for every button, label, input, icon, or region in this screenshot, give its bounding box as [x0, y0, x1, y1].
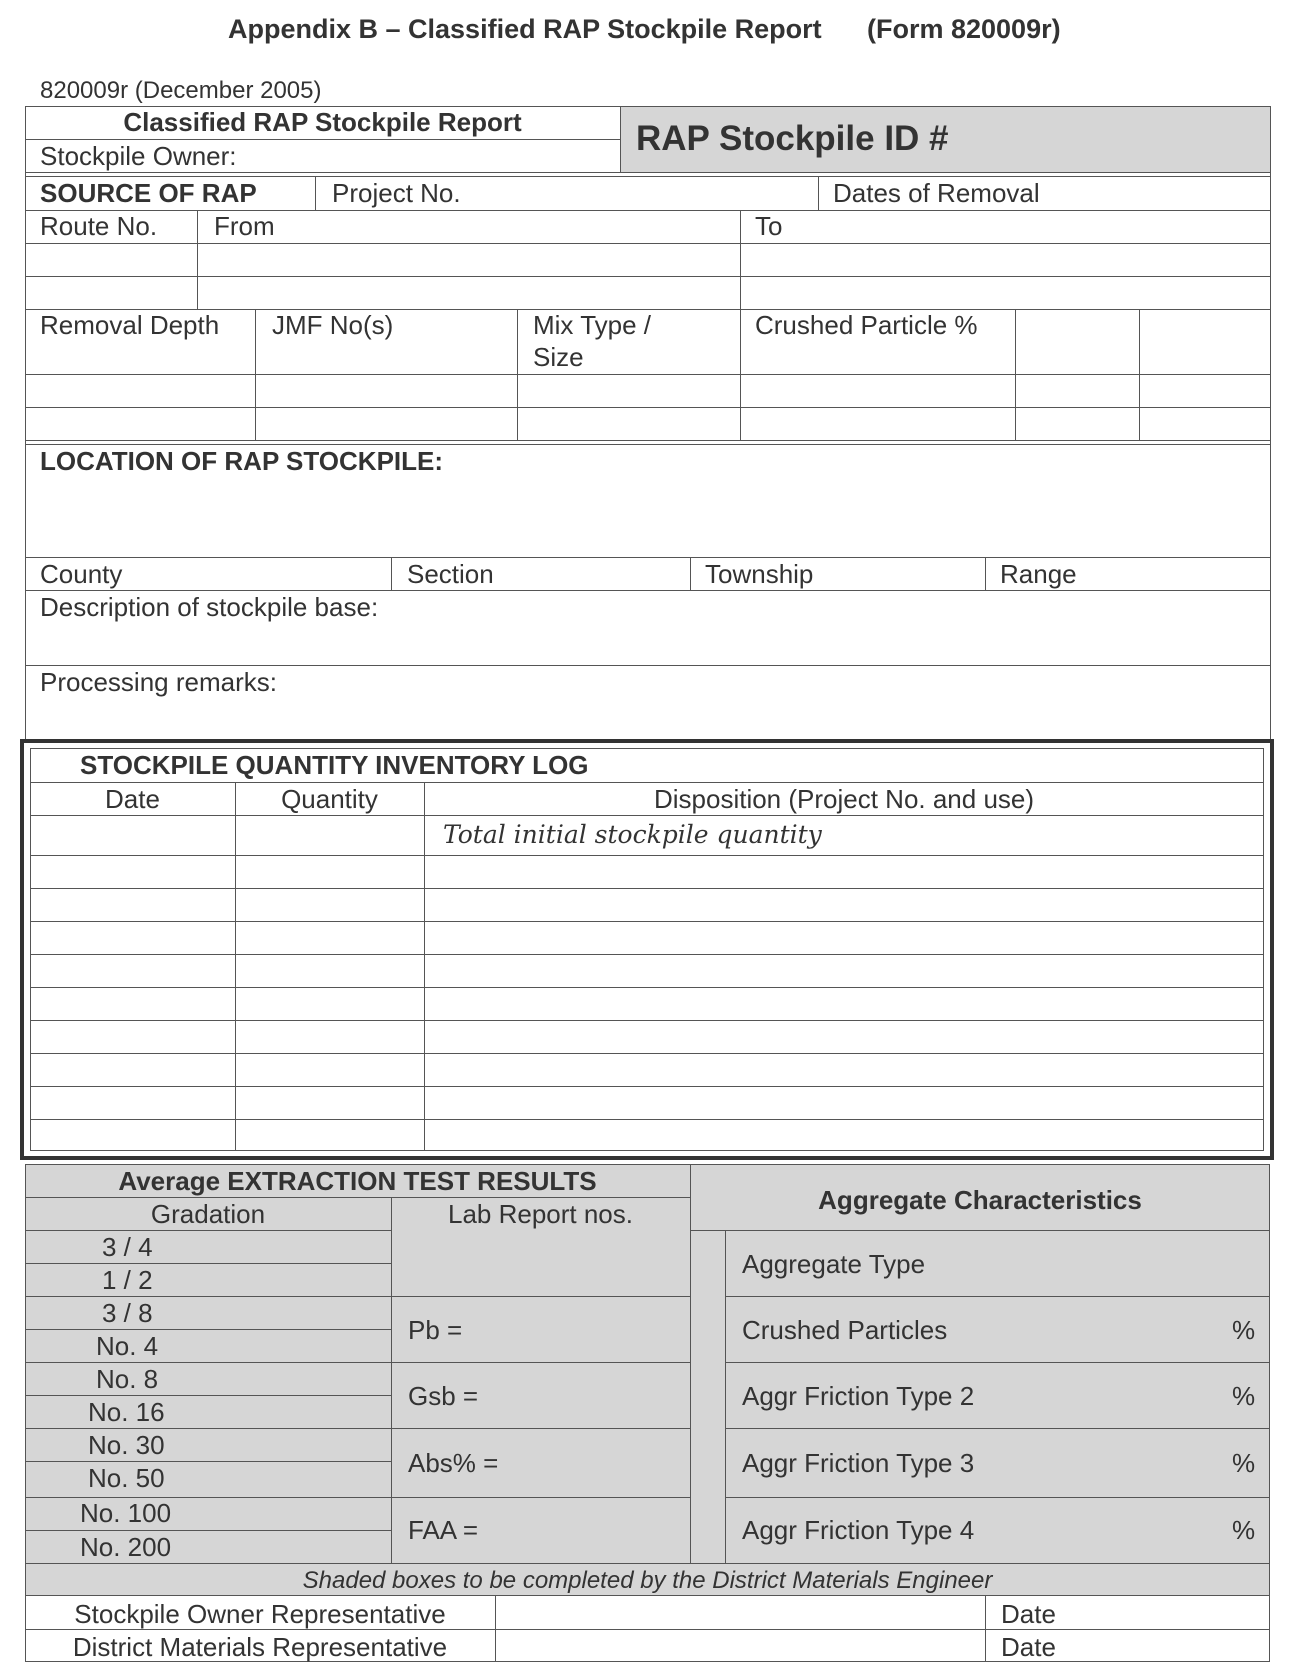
- from-label: From: [214, 211, 275, 241]
- form-revision: 820009r (December 2005): [40, 77, 322, 104]
- stockpile-base-label: Description of stockpile base:: [40, 592, 379, 622]
- district-rep-label: District Materials Representative: [72, 1632, 448, 1662]
- location-heading: LOCATION OF RAP STOCKPILE:: [40, 446, 444, 476]
- friction-type-2-unit: %: [1232, 1381, 1256, 1411]
- sieve-no-50: No. 50: [88, 1463, 165, 1493]
- mix-size-label: Size: [533, 342, 584, 372]
- mix-type-label: Mix Type /: [533, 310, 652, 340]
- removal-depth-label: Removal Depth: [40, 310, 220, 340]
- source-of-rap-heading: SOURCE OF RAP: [40, 178, 257, 208]
- owner-rep-date-label: Date: [1001, 1599, 1056, 1629]
- form-number: (Form 820009r): [867, 14, 1061, 44]
- aggregate-type-label: Aggregate Type: [742, 1249, 926, 1279]
- sieve-3-4: 3 / 4: [102, 1232, 153, 1262]
- district-rep-date-label: Date: [1001, 1632, 1056, 1662]
- sieve-1-2: 1 / 2: [102, 1265, 153, 1295]
- lab-report-label: Lab Report nos.: [447, 1199, 633, 1229]
- friction-type-2-label: Aggr Friction Type 2: [742, 1381, 975, 1411]
- crushed-particle-label: Crushed Particle %: [755, 310, 978, 340]
- route-no-label: Route No.: [40, 211, 158, 241]
- sieve-no-100: No. 100: [80, 1498, 172, 1528]
- sieve-no-16: No. 16: [88, 1397, 165, 1427]
- sieve-no-8: No. 8: [96, 1364, 159, 1394]
- sieve-no-30: No. 30: [88, 1430, 165, 1460]
- range-label: Range: [1000, 559, 1077, 589]
- owner-rep-label: Stockpile Owner Representative: [74, 1599, 446, 1629]
- aggregate-title: Aggregate Characteristics: [818, 1185, 1142, 1215]
- processing-remarks-label: Processing remarks:: [40, 667, 277, 697]
- section-label: Section: [407, 559, 494, 589]
- inventory-first-entry: Total initial stockpile quantity: [443, 820, 822, 849]
- friction-type-4-unit: %: [1232, 1515, 1256, 1545]
- inventory-log-title: STOCKPILE QUANTITY INVENTORY LOG: [80, 750, 589, 780]
- to-label: To: [755, 211, 783, 241]
- gsb-label: Gsb =: [408, 1381, 479, 1411]
- sieve-no-200: No. 200: [80, 1532, 172, 1562]
- stockpile-owner-label: Stockpile Owner:: [40, 141, 237, 171]
- friction-type-3-label: Aggr Friction Type 3: [742, 1448, 975, 1478]
- faa-label: FAA =: [408, 1515, 479, 1545]
- inventory-col-date: Date: [105, 784, 160, 814]
- inventory-col-disposition: Disposition (Project No. and use): [653, 784, 1035, 814]
- project-no-label: Project No.: [332, 178, 461, 208]
- sieve-no-4: No. 4: [96, 1331, 159, 1361]
- friction-type-3-unit: %: [1232, 1448, 1256, 1478]
- report-title: Classified RAP Stockpile Report: [123, 107, 522, 137]
- crushed-particles-unit: %: [1232, 1315, 1256, 1345]
- appendix-title: Appendix B – Classified RAP Stockpile Report: [228, 14, 822, 44]
- gradation-label: Gradation: [150, 1199, 266, 1229]
- sieve-3-8: 3 / 8: [102, 1298, 153, 1328]
- crushed-particles-label: Crushed Particles: [742, 1315, 948, 1345]
- pb-label: Pb =: [408, 1315, 463, 1345]
- county-label: County: [40, 559, 123, 589]
- dates-of-removal-label: Dates of Removal: [833, 178, 1040, 208]
- stockpile-id-label: RAP Stockpile ID #: [636, 119, 949, 158]
- jmf-no-label: JMF No(s): [272, 310, 394, 340]
- inventory-col-quantity: Quantity: [281, 784, 378, 814]
- township-label: Township: [705, 559, 814, 589]
- shaded-boxes-note: Shaded boxes to be completed by the District Materials Engineer: [302, 1567, 993, 1594]
- extraction-title: Average EXTRACTION TEST RESULTS: [118, 1166, 597, 1196]
- abs-label: Abs% =: [408, 1448, 499, 1478]
- friction-type-4-label: Aggr Friction Type 4: [742, 1515, 975, 1545]
